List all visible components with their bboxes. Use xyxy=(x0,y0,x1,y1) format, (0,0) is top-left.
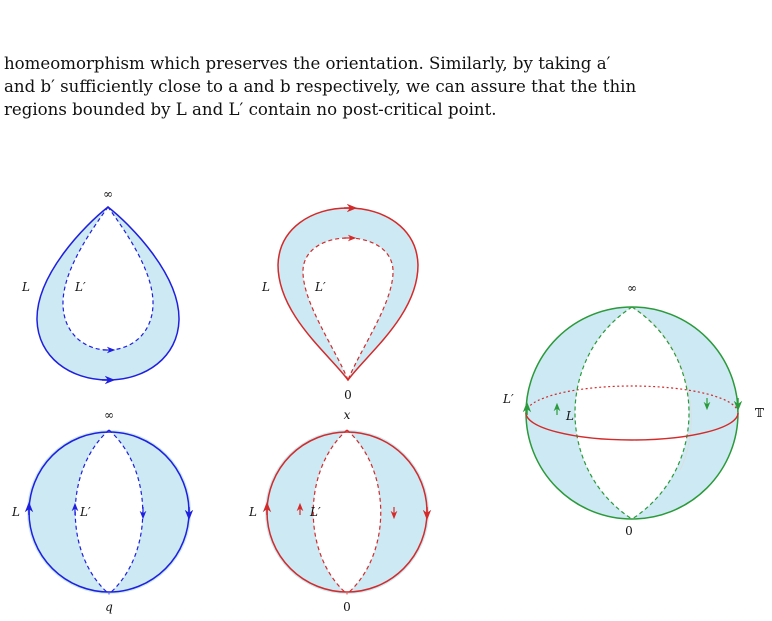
panel-2-outer-label: L xyxy=(262,280,270,294)
panel-4-region-left xyxy=(265,430,347,594)
panel-4-x-label: x xyxy=(343,408,351,422)
panel-3-region-left xyxy=(27,430,109,594)
panel-1-inner-curve xyxy=(63,207,153,350)
panel-3-region-right xyxy=(109,430,191,594)
panel-2-teardrop xyxy=(261,208,418,402)
panel-4-outer-label: L xyxy=(249,505,257,519)
panel-1-outer-label: L xyxy=(22,280,30,294)
panel-4-region-right xyxy=(347,430,429,594)
sphere-diagram xyxy=(502,281,764,538)
panel-3-lens xyxy=(11,408,191,614)
panel-2-zero-label: 0 xyxy=(344,388,352,402)
sphere-infinity-label: ∞ xyxy=(627,281,637,295)
panel-3-q-label: q xyxy=(105,600,113,614)
paragraph-line-1: homeomorphism which preserves the orientation. Similarly, by taking a′ xyxy=(4,54,611,73)
panel-4-lens xyxy=(248,408,429,614)
sphere-region-left xyxy=(526,307,632,519)
panel-2-region xyxy=(278,208,418,380)
panel-3-infinity-label: ∞ xyxy=(104,408,114,422)
panel-1-inner-label: L′ xyxy=(75,280,86,294)
panel-1-teardrop xyxy=(21,187,179,380)
sphere-inner-label: L xyxy=(566,409,574,423)
sphere-outer-label: L′ xyxy=(503,392,514,406)
panel-3-outer-label: L xyxy=(12,505,20,519)
panel-3-inner-label: L′ xyxy=(80,505,91,519)
panel-4-zero-label: 0 xyxy=(343,600,351,614)
sphere-zero-label: 0 xyxy=(625,524,633,538)
panel-1-region xyxy=(37,207,179,380)
sphere-circle-label: 𝕋 xyxy=(755,406,764,420)
panel-4-inner-label: L′ xyxy=(310,505,321,519)
panel-1-infinity-label: ∞ xyxy=(103,187,113,201)
panel-2-inner-curve xyxy=(303,238,393,380)
paragraph-line-3: regions bounded by L and L′ contain no post-critical point. xyxy=(4,100,497,119)
panel-2-inner-label: L′ xyxy=(315,280,326,294)
sphere-region-right xyxy=(632,307,738,519)
paragraph-line-2: and b′ sufficiently close to a and b respectively, we can assure that the thin xyxy=(4,77,637,96)
